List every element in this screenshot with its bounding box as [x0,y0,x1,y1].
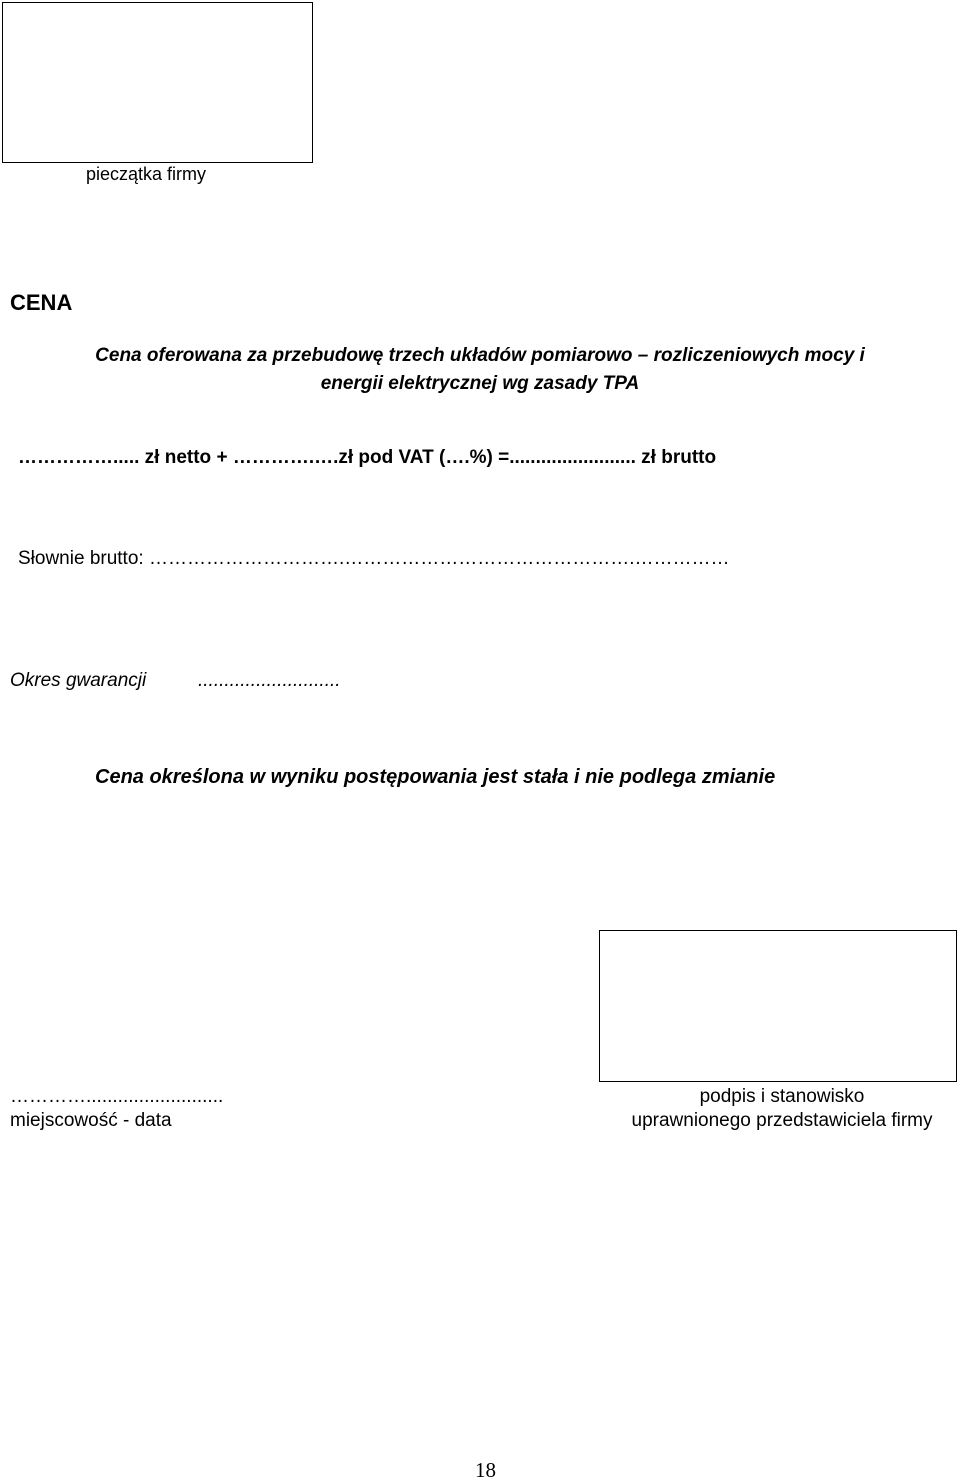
offer-description-line-2: energii elektrycznej wg zasady TPA [320,373,640,394]
company-stamp-box [2,2,313,163]
signature-label-line-1: podpis i stanowisko [699,1086,865,1107]
place-date-fill-in[interactable]: ………….......................... [10,1086,224,1107]
warranty-fill-in[interactable]: ........................... [198,670,341,691]
place-date-label: miejscowość - data [10,1110,172,1131]
company-stamp-label: pieczątka firmy [86,164,207,184]
warranty-label: Okres gwarancji [10,670,147,691]
signature-box [599,930,957,1082]
fixed-price-note: Cena określona w wyniku postępowania jest stała i nie podlega zmianie [95,766,776,788]
offer-description-line-1: Cena oferowana za przebudowę trzech układów pomiarowo – rozliczeniowych mocy i [95,345,865,366]
page-number: 18 [475,1458,496,1482]
signature-label-line-2: uprawnionego przedstawiciela firmy [631,1110,933,1131]
price-fill-in-line[interactable]: ……………..... zł netto + ………….….zł pod VAT (….%) =........................ zł brutto [18,447,717,468]
price-in-words-line[interactable]: Słownie brutto: ………………………….……………………………………….…………… [18,548,730,569]
section-heading: CENA [10,290,73,315]
